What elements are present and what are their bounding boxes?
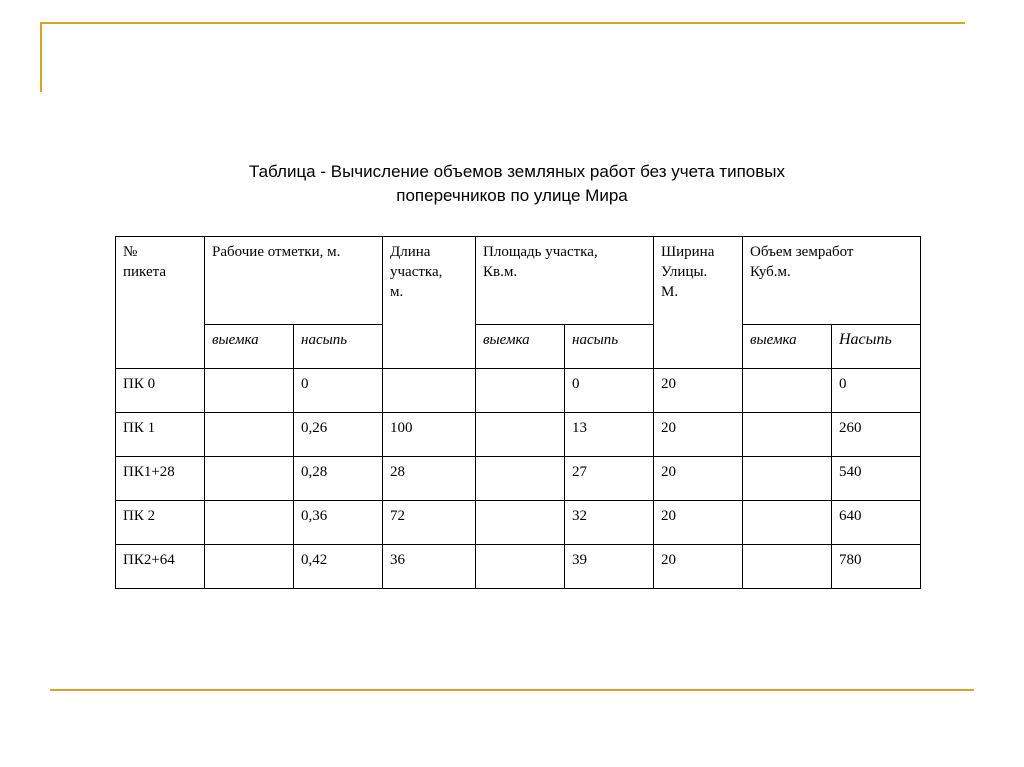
cell-area-cut [476,501,565,545]
header-work-marks [205,237,383,325]
cell-picket: ПК 1 [116,413,205,457]
header-picket-label: № пикета [123,244,167,280]
cell-volume-fill: 640 [832,501,921,545]
table-subheader-row [116,325,921,369]
subheader-area-fill: насыпь [565,325,654,369]
cell-volume-fill: 780 [832,545,921,589]
table-caption [0,160,1024,208]
table-row [116,501,921,545]
cell-work-cut [205,369,294,413]
cell-length: 28 [383,457,476,501]
cell-length: 72 [383,501,476,545]
decorative-bottom-line [50,689,974,691]
cell-length: 100 [383,413,476,457]
cell-volume-cut [743,457,832,501]
cell-volume-cut [743,413,832,457]
table-row [116,457,921,501]
header-picket [116,237,205,369]
header-volume-label: Объем земработ Куб.м. [750,244,854,280]
cell-length [383,369,476,413]
cell-area-cut [476,413,565,457]
cell-work-fill: 0 [294,369,383,413]
cell-area-fill: 27 [565,457,654,501]
earthwork-volume-table [115,236,921,589]
cell-picket: ПК 0 [116,369,205,413]
cell-area-fill: 39 [565,545,654,589]
header-length-label: Длина участка, м. [390,244,443,300]
subheader-work-cut: выемка [205,325,294,369]
table-row [116,413,921,457]
cell-area-fill: 0 [565,369,654,413]
cell-area-cut [476,545,565,589]
header-work-marks-label: Рабочие отметки, м. [212,244,341,260]
header-length [383,237,476,369]
cell-width: 20 [654,501,743,545]
caption-line-1: Таблица - Вычисление объемов земляных работ без учета типовых [248,162,785,181]
cell-picket: ПК1+28 [116,457,205,501]
subheader-area-cut: выемка [476,325,565,369]
table-row [116,369,921,413]
caption-line-2: поперечников по улице Мира [396,186,628,205]
cell-work-fill: 0,26 [294,413,383,457]
table-row [116,545,921,589]
cell-area-cut [476,457,565,501]
decorative-top-line [40,22,965,24]
subheader-volume-fill: Насыпь [832,325,921,369]
cell-length: 36 [383,545,476,589]
decorative-left-line [40,22,42,92]
header-area-label: Площадь участка, Кв.м. [483,244,598,280]
cell-work-fill: 0,42 [294,545,383,589]
cell-volume-fill: 0 [832,369,921,413]
cell-work-cut [205,501,294,545]
cell-work-fill: 0,28 [294,457,383,501]
header-area [476,237,654,325]
cell-picket: ПК 2 [116,501,205,545]
cell-volume-fill: 260 [832,413,921,457]
cell-width: 20 [654,369,743,413]
table-header-row [116,237,921,325]
subheader-volume-cut: выемка [743,325,832,369]
cell-area-cut [476,369,565,413]
cell-width: 20 [654,413,743,457]
cell-work-cut [205,545,294,589]
cell-work-cut [205,413,294,457]
header-width [654,237,743,369]
header-volume [743,237,921,325]
cell-work-fill: 0,36 [294,501,383,545]
subheader-work-fill: насыпь [294,325,383,369]
cell-area-fill: 32 [565,501,654,545]
cell-volume-cut [743,369,832,413]
cell-volume-fill: 540 [832,457,921,501]
cell-volume-cut [743,545,832,589]
cell-width: 20 [654,457,743,501]
cell-work-cut [205,457,294,501]
cell-volume-cut [743,501,832,545]
cell-area-fill: 13 [565,413,654,457]
cell-picket: ПК2+64 [116,545,205,589]
cell-width: 20 [654,545,743,589]
header-width-label: Ширина Улицы. М. [661,244,715,300]
